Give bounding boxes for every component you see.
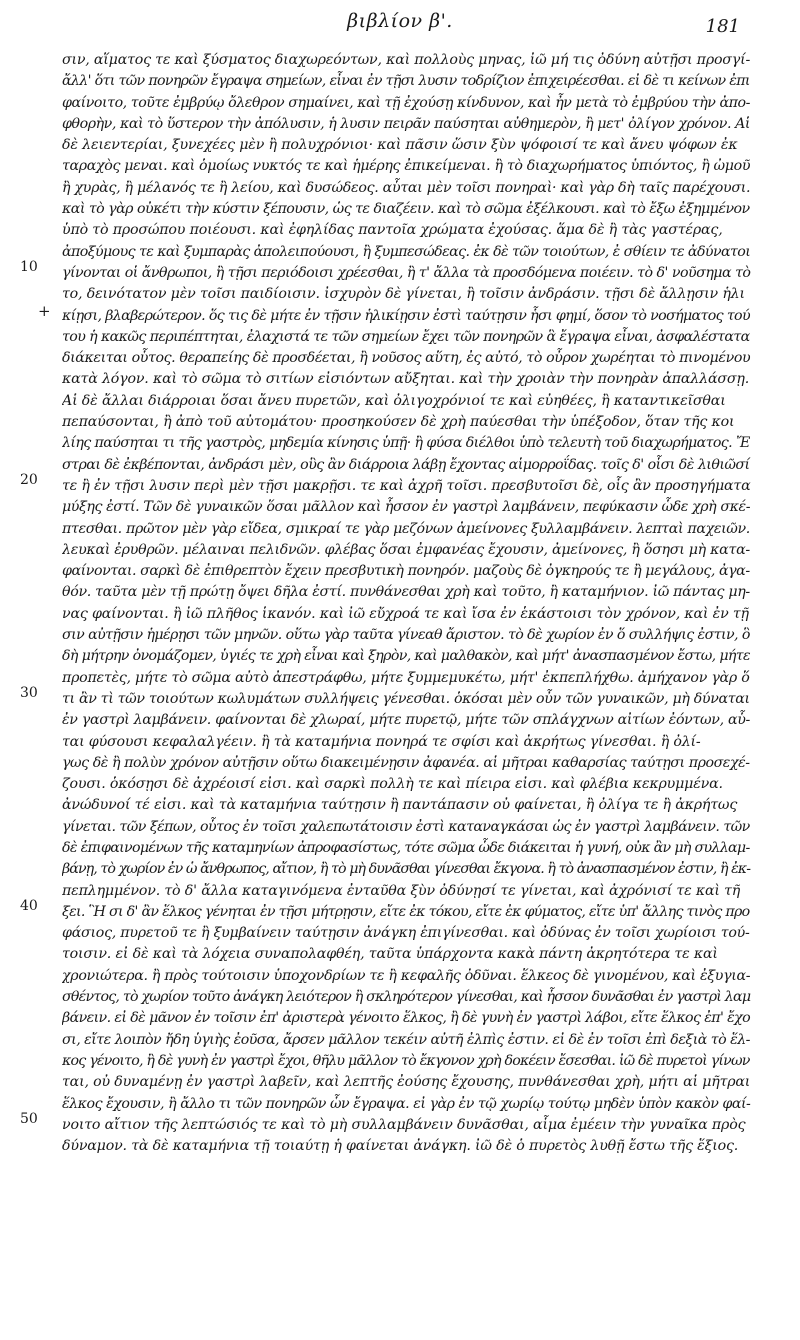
text-line: γίνονται οἱ ἄνθρωποι, ἢ τῇσι περιόδοισι χρέεσθαι, ἢ τ' ἄλλα τὰ προσδόμενα ποιέειν. τὸ δ' νοῦσημα τὸ <box>62 264 751 281</box>
text-line: δὴ μήτρην ὀνομάζομεν, ὑγιές τε χρὴ εἶναι καὶ ξηρὸν, καὶ μαλθακὸν, καὶ μήτ' ἀνασπασμένον ἔστω, μήτε <box>62 648 750 665</box>
text-line: ζουσι. ὁκόσῃσι δὲ ἀχρέοισί εἰσι. καὶ σαρκὶ πολλὴ τε καὶ πίειρα εἰσι. καὶ φλέβια κεκρυμμένα. <box>62 776 723 793</box>
text-line: χρονιώτερα. ἢ πρὸς τούτοισιν ὑποχονδρίων τε ἢ κεφαλῆς ὀδῦναι. ἕλκεος δὲ γινομένου, καὶ ἐξυγια- <box>62 967 751 984</box>
text-line: πεπλημμένον. τὸ δ' ἄλλα καταγινόμενα ἐνταῦθα ξὺν ὀδύνῃσί τε γίνεται, καὶ ἀχρόνισί τε καὶ τῆ <box>62 882 741 899</box>
text-line: φαίνονται. σαρκὶ δὲ ἐπιθρεπτὸν ἔχειν πρεσβυτικὴ πονηρόν. μαζοὺς δὲ ὀγκηρούς τε ἢ μεγάλους, ἀγα- <box>62 563 750 580</box>
text-line: ἢ χυρὰς, ἢ μέλανός τε ἢ λείου, καὶ δυσώδεος. αὗται μὲν τοῖσι πονηραὶ· καὶ γὰρ δὴ ταῖς παρέχουσι. <box>62 179 751 196</box>
text-line: βάνειν. εἰ δὲ μᾶνον ἐν τοῖσιν ἐπ' ἀριστερὰ γένοιτο ἕλκος, ἢ δὲ γυνὴ ἐν γαστρὶ λάβοι, εἴτε ἕλκος ἐπ' ἔχο <box>62 1010 751 1027</box>
text-line: νας φαίνονται. ἢ ἰῶ πλῆθος ἱκανόν. καὶ ἰῶ εὔχροά τε καὶ ἴσα ἐν ἑκάστοισι τὸν χρόνον, καὶ ἐν τῇ <box>62 605 749 622</box>
text-line: νοιτο αἴτιον τῆς λεπτώσιός τε καὶ τὸ μὴ συλλαμβάνειν δυνᾶσθαι, αἷμα ἐμέειν τὴν γυναῖκα πρὸς <box>62 1116 746 1133</box>
text-line: ται, οὐ δυναμένῃ ἐν γαστρὶ λαβεῖν, καὶ λεπτῆς ἐούσης ἔχουσης, πυνθάνεσθαι χρὴ, μήτι αἱ μῆτραι <box>62 1074 751 1091</box>
text-line: σιν αὐτῇσιν ἡμέρῃσι τῶν μηνῶν. οὕτω γὰρ ταῦτα γίνεαθ ἄριστον. τὸ δὲ χωρίον ἐν ὅ συλλήψις ἐστιν, ὃ <box>62 627 750 644</box>
text-line: μύξης ἐστί. Τῶν δὲ γυναικῶν ὅσαι μᾶλλον καὶ ἧσσον ἐν γαστρὶ λαμβάνειν, πεφύκασιν ὧδε χρὴ σκέ- <box>62 499 751 516</box>
text-line: ταραχὸς μεναι. καὶ ὁμοίως νυκτός τε καὶ ἡμέρης ἐπικείμεναι. ἢ τὸ διαχωρήματος ὑπιόντος, ἢ ὠμοῦ <box>62 158 751 175</box>
text-line: γως δὲ ἢ πολὺν χρόνον αὐτῇσιν οὕτω διακειμένῃσιν ἀφανέα. αἱ μῆτραι καθαρσίας ταύτῃσι προσεχέ- <box>62 754 750 771</box>
line-number-50: 50 <box>20 1111 38 1127</box>
text-line: Αἱ δὲ ἄλλαι διάρροιαι ὅσαι ἄνευ πυρετῶν, καὶ ὀλιγοχρόνιοί τε καὶ εὐηθέες, ἢ καταντικεῖσθαι <box>62 392 726 409</box>
text-line: ται φύσουσι κεφαλαλγέειν. ἢ τὰ καταμήνια πονηρά τε σφίσι καὶ ἀκρήτως γίνεσθαι. ἢ ὀλί- <box>62 733 701 750</box>
text-line: κίῃσι, βλαβερώτερον. ὅς τις δὲ μήτε ἐν τῇσιν ἡλικίῃσιν ἐστὶ ταύτῃσιν ἧσι φημί, ὅσον τὸ νοσήματος τού <box>62 307 750 324</box>
text-line: δὲ λειεντερίαι, ξυνεχέες μὲν ἢ πολυχρόνιοι· καὶ πᾶσιν ὥσιν ξὺν ψόφοισί τε καὶ ἄνευ ψόφων ἐκ <box>62 137 738 154</box>
text-line: κος γένοιτο, ἢ δὲ γυνὴ ἐν γαστρὶ ἔχοι, θῆλυ μᾶλλον τὸ ἔκγονον χρὴ δοκέειν ἔσεσθαι. ἰῶ δὲ πυρετοὶ γίνων <box>62 1052 750 1069</box>
text-line: δύναμον. τὰ δὲ καταμήνια τῇ τοιαύτῃ ἡ φαίνεται ἀνάγκη. ἰῶ δὲ ὁ πυρετὸς λυθῇ ἔστω τῆς ἕξιος. <box>62 1138 739 1155</box>
text-line: πεπαύσονται, ἢ ἀπὸ τοῦ αὐτομάτου· προσηκούσεν δὲ χρὴ παύεσθαι τὴν ὑπέξοδον, ὅταν τῆς κοι <box>62 414 735 431</box>
text-line: σι, εἴτε λοιπὸν ἤδη ὑγιὴς ἐοῦσα, ἄρσεν μᾶλλον τεκέιν αὐτῆ ἐλπὶς ἐστιν. εἰ δὲ ἐν τοῖσι ἐπὶ δεξιὰ τὸ ἕλ- <box>62 1031 750 1048</box>
line-number-10: 10 <box>20 259 38 275</box>
text-line: πτεσθαι. πρῶτον μὲν γὰρ εἴδεα, σμικραί τε γὰρ μεζόνων ἀμείνονες ξυλλαμβάνειν. λεπταὶ παχειῶν. <box>62 520 750 537</box>
text-line: βάνῃ, τὸ χωρίον ἐν ὡ ἄνθρωπος, αἴτιον, ἢ τὸ μὴ δυνᾶσθαι γίνεσθαι ἔκγονα. ἢ τὸ ἀνασπασμένον ἐστιν, ἢ ἐκ- <box>62 861 751 878</box>
text-line: θόν. ταῦτα μὲν τῇ πρώτῃ ὄψει δῆλα ἐστί. πυνθάνεσθαι χρὴ καὶ τοῦτο, ἢ καταμήνιον. ἰῶ πάντας μη- <box>62 584 750 601</box>
text-line: το, δεινότατον μὲν τοῖσι παιδίοισιν. ἰσχυρὸν δὲ γίνεται, ἢ τοῖσιν ἀνδράσιν. τῇσι δὲ ἄλλῃσιν ἡλι <box>62 286 745 303</box>
text-line: ἐν γαστρὶ λαμβάνειν. φαίνονται δὲ χλωραί, μήτε πυρετῷ, μήτε τῶν σπλάγχνων αἰτίων ἐόντων, αὗ- <box>62 712 751 729</box>
text-line: φθορὴν, καὶ τὸ ὕστερον τὴν ἀπόλυσιν, ἡ λυσιν πειρᾶν παύσηται αὐθημερὸν, ἢ μετ' ὀλίγον χρόνον. Αἱ <box>62 115 751 132</box>
page-number: 181 <box>705 16 740 37</box>
text-line: λευκαὶ ἐρυθρῶν. μέλαιναι πελιδνῶν. φλέβας ὅσαι ἐμφανέας ἔχουσιν, ἀμείνονες, ἢ ὅσησι μὴ κατα- <box>62 541 750 558</box>
text-line: λίης παύσηται τι τῆς γαστρὸς, μηδεμία κίνησις ὑπῇ· ἢ φύσα διέλθοι ὑπὸ τελευτὴ τοῦ διαχωρήματος. Ἔ <box>62 435 750 452</box>
text-line: σιν, αἵματος τε καὶ ξύσματος διαχωρεόντων, καὶ πολλοὺς μηνας, ἰῶ μή τις ὀδύνη αὐτῇσι προσγί- <box>62 52 751 68</box>
text-line: τι ἂν τὶ τῶν τοιούτων κωλυμάτων συλλήψεις γένεσθαι. ὁκόσαι μὲν οὖν τῶν γυναικῶν, μὴ δύναται <box>62 690 750 707</box>
text-line: σθέντος, τὸ χωρίον τοῦτο ἀνάγκη λειότερον ἢ σκληρότερον γίνεσθαι, καὶ ἧσσον δυνᾶσθαι ἐν γαστρὶ λαμ <box>62 989 751 1006</box>
margin-cross-mark: + <box>38 302 51 320</box>
text-line: του ἡ κακῶς περιπέπτηται, ἐλαχιστά τε τῶν σημείων ἔχει τῶν πονηρῶν ἃ ἔγραψα εἶναι, ἀσφαλέστατα <box>62 328 750 345</box>
text-line: κατὰ λόγον. καὶ τὸ σῶμα τὸ σιτίων εἰσιόντων αὔξηται. καὶ τὴν χροιὰν τὴν πονηρὰν ἀπαλλάσσῃ. <box>62 371 750 388</box>
text-line: ἀποξύμους τε καὶ ξυμπαρὰς ἀπολειπούουσι, ἢ ξυμπεσώδεας. ἐκ δὲ τῶν τοιούτων, ἐ σθίειν τε ἀδύνατοι <box>62 243 751 260</box>
text-line: γίνεται. τῶν ξέπων, οὗτος ἐν τοῖσι χαλεπωτάτοισιν ἐστὶ καταναγκάσαι ὡς ἐν γαστρὶ λαμβάνειν. τῶν <box>62 818 750 835</box>
text-line: ἕλκος ἔχουσιν, ἢ ἄλλο τι τῶν πονηρῶν ὧν ἔγραψα. εἰ γὰρ ἐν τῷ χωρίῳ τούτῳ μηδὲν ὑπὸν κακὸν φαί- <box>62 1095 751 1112</box>
line-number-20: 20 <box>20 472 38 488</box>
text-line: διάκειται οὗτος. θεραπείης δὲ προσδέεται, ἢ νοῦσος αὕτη, ἐς αὐτό, τὸ οὖρον χωρέηται τὸ πινομένου <box>62 350 751 367</box>
text-line: φαίνοιτο, τοῦτε ἐμβρύῳ ὄλεθρον σημαίνει, καὶ τῇ ἐχούσῃ κίνδυνον, καὶ ἦν μετὰ τὸ ἐμβρύου τὴν ἀπο- <box>62 94 750 111</box>
text-line: ξει. Ἣ σι δ' ἂν ἕλκος γένηται ἐν τῇσι μήτρῃσιν, εἴτε ἐκ τόκου, εἴτε ἐκ φύματος, εἴτε ὑπ' ἄλλης τινὸς προ <box>62 903 750 920</box>
line-number-40: 40 <box>20 898 38 914</box>
text-line: ὑπὸ τὸ προσώπου ποιέουσι. καὶ ἐφηλίδας παντοῖα χρώματα ἐχούσας. ἅμα δὲ ἢ τὰς γαστέρας, <box>62 222 723 239</box>
running-head: βιβλίον β'. <box>347 10 453 32</box>
text-line: στραι δὲ ἐκβέπονται, ἀνδράσι μὲν, οὓς ἂν διάρροια λάβῃ ἔχοντας αἱμορροΐδας. τοῖς δ' οἷσι δὲ λιθιῶσί <box>62 456 750 473</box>
text-line: προπετὲς, μήτε τὸ σῶμα αὐτὸ ἀπεστράφθω, μήτε ξυμμεμυκέτω, μήτ' ἐκπεπλήχθω. ἀμήχανον γὰρ ὅ <box>62 669 750 686</box>
text-block <box>62 50 752 1157</box>
text-line: τε ἢ ἐν τῇσι λυσιν περὶ μὲν τῇσι μακρῇσι. τε καὶ ἀχρῆ τοῖσι. πρεσβυτοῖσι δὲ, οἷς ἂν προσηγήματα <box>62 477 751 494</box>
text-line: δὲ ἐπιφαινομένων τῆς καταμηνίων ἀπροφασίστως, τότε σῶμα ὧδε διάκειται ἡ γυνή, οὐκ ἂν μὴ συλλαμ- <box>62 839 750 856</box>
text-line: καὶ τὸ γὰρ οὐκέτι τὴν κύστιν ξέπουσιν, ὡς τε διαζέειν. καὶ τὸ σῶμα ἐξέλκουσι. καὶ τὸ ἔξω ἐξημμένον <box>62 201 750 218</box>
text-line: ἄλλ' ὅτι τῶν πονηρῶν ἔγραψα σημείων, εἶναι ἐν τῇσι λυσιν τοδρίζιον ἐπιχειρέεσθαι. εἰ δὲ τι κείνων ἐπι <box>62 73 750 90</box>
text-line: φάσιος, πυρετοῦ τε ἢ ξυμβαίνειν ταύτῃσιν ἀνάγκη ἐπιγίνεσθαι. καὶ ὀδύνας ἐν τοῖσι χωρίοισι τού- <box>62 925 750 942</box>
text-line: ἀνώδυνοί τέ εἰσι. καὶ τὰ καταμήνια ταύτῃσιν ἢ παντάπασιν οὐ φαίνεται, ἢ ὀλίγα τε ἢ ἀκρήτως <box>62 797 738 814</box>
text-line: τοισιν. εἰ δὲ καὶ τὰ λόχεια συναπολαφθέη, ταῦτα ὑπάρχοντα κακὰ πάντη ἀκρητότερα τε καὶ <box>62 946 718 963</box>
line-number-30: 30 <box>20 685 38 701</box>
